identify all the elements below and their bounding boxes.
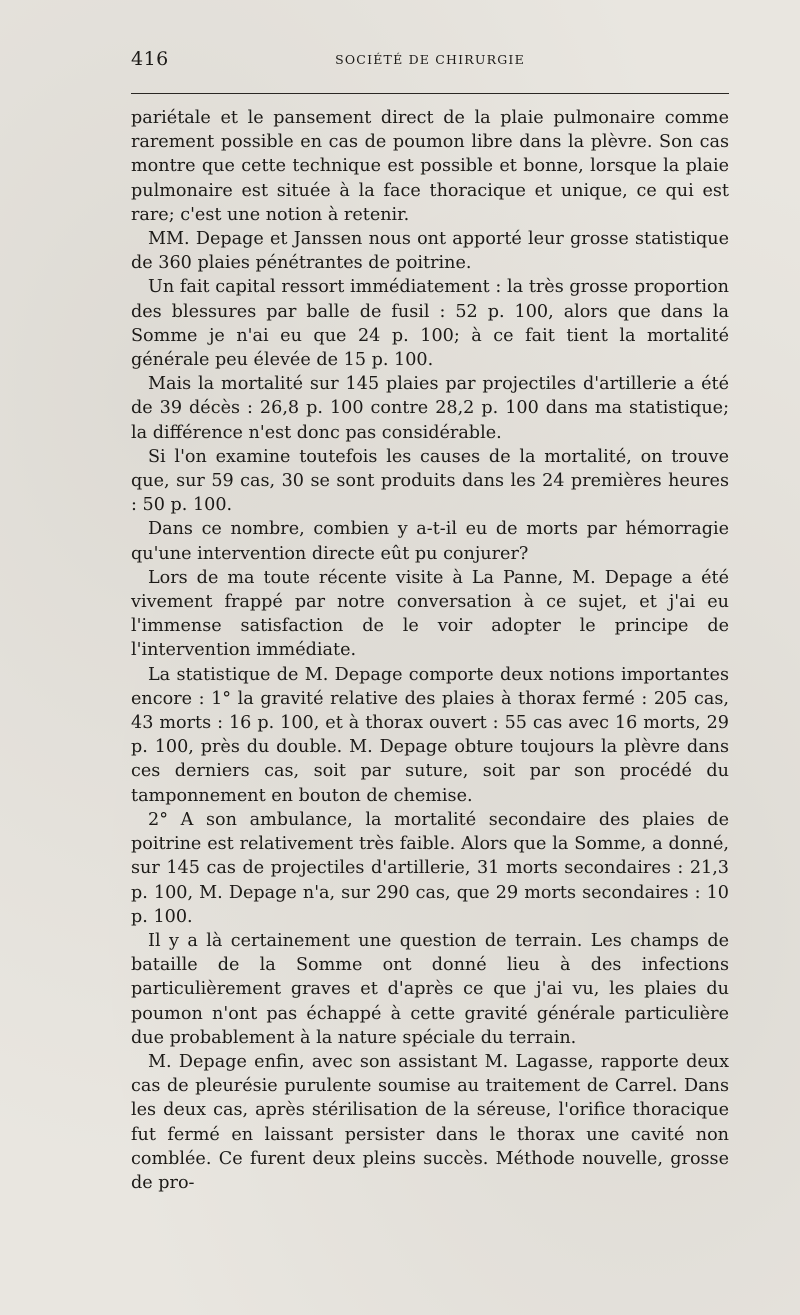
header-rule	[131, 93, 729, 94]
paragraph: La statistique de M. Depage comporte deux notions importantes encore : 1° la gravité relative des plaies à thorax fermé : 205 cas, 43 morts : 16 p. 100, et à thorax ouvert : 55 cas avec 16 morts, 29 p. 100, près du double. M. Depage obture toujours la plèvre dans ces derniers cas, soit par suture, soit par son procédé du tamponnement en bouton de chemise.	[131, 664, 729, 806]
page-header	[131, 48, 729, 78]
paragraph: Il y a là certainement une question de terrain. Les champs de bataille de la Somme ont donné lieu à des infections particulièrement graves et d'après ce que j'ai vu, les plaies du poumon n'ont pas échappé à cette gravité générale particulière due probablement à la nature spéciale du terrain.	[131, 930, 729, 1048]
paragraph: Si l'on examine toutefois les causes de la mortalité, on trouve que, sur 59 cas, 30 se sont produits dans les 24 premières heures : 50 p. 100.	[131, 446, 729, 516]
running-head: SOCIÉTÉ DE CHIRURGIE	[335, 52, 525, 67]
paragraph: MM. Depage et Janssen nous ont apporté leur grosse statistique de 360 plaies pénétrantes de poitrine.	[131, 229, 729, 274]
paragraph: pariétale et le pansement direct de la plaie pulmonaire comme rarement possible en cas de poumon libre dans la plèvre. Son cas montre que cette technique est possible et bonne, lorsque la plaie pulmonaire est située à la face thoracique et unique, ce qui est rare; c'est une notion à retenir.	[131, 108, 729, 225]
paragraph: 2° A son ambulance, la mortalité secondaire des plaies de poitrine est relativement très faible. Alors que la Somme, a donné, sur 145 cas de projectiles d'artillerie, 31 morts secondaires : 21,3 p. 100, M. Depage n'a, sur 290 cas, que 29 morts secondaires : 10 p. 100.	[131, 809, 729, 927]
body-text	[131, 106, 729, 1195]
paragraph: Dans ce nombre, combien y a-t-il eu de morts par hémorragie qu'une intervention directe eût pu conjurer?	[131, 519, 729, 564]
paragraph: Un fait capital ressort immédiatement : la très grosse proportion des blessures par balle de fusil : 52 p. 100, alors que dans la Somme je n'ai eu que 24 p. 100; à ce fait tient la mortalité générale peu élevée de 15 p. 100.	[131, 277, 729, 371]
paragraph: M. Depage enfin, avec son assistant M. Lagasse, rapporte deux cas de pleurésie purulente soumise au traitement de Carrel. Dans les deux cas, après stérilisation de la séreuse, l'orifice thoracique fut fermé en laissant persister dans le thorax une cavité non comblée. Ce furent deux pleins succès. Méthode nouvelle, grosse de pro-	[131, 1051, 729, 1193]
paragraph: Mais la mortalité sur 145 plaies par projectiles d'artillerie a été de 39 décès : 26,8 p. 100 contre 28,2 p. 100 dans ma statistique; la différence n'est donc pas considérable.	[131, 374, 729, 443]
paragraph: Lors de ma toute récente visite à La Panne, M. Depage a été vivement frappé par notre conversation à ce sujet, et j'ai eu l'immense satisfaction de le voir adopter le principe de l'intervention immédiate.	[131, 567, 729, 661]
page-number: 416	[131, 48, 169, 70]
